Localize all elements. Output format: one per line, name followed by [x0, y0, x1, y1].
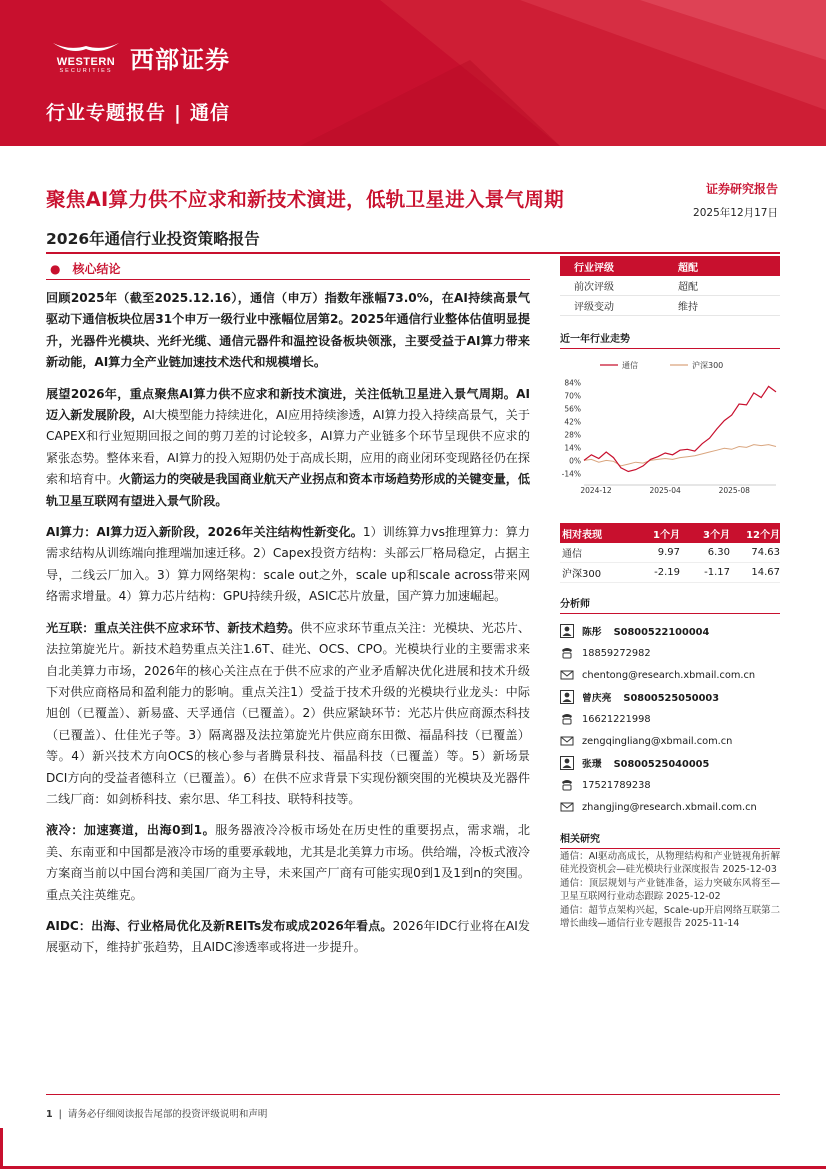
analyst-phone[interactable]: 17521789238	[582, 779, 651, 791]
analyst-email-row	[560, 730, 780, 752]
analyst-card	[560, 686, 780, 752]
report-category	[46, 98, 230, 125]
related-research-item[interactable]: 通信：超节点架构兴起，Scale-up开启网络互联第二增长曲线—通信行业专题报告 2025-11-14	[560, 905, 780, 929]
analyst-heading: 分析师	[560, 595, 780, 614]
sidebar-column	[560, 256, 780, 930]
email-icon	[560, 800, 574, 814]
y-tick-label: 14%	[564, 443, 581, 453]
rating-label: 前次评级	[574, 282, 614, 293]
paragraph-ai-compute-bold: AI算力：AI算力迈入新阶段，2026年关注结构性新变化。	[46, 525, 363, 540]
analyst-name	[582, 624, 709, 638]
analyst-name	[582, 756, 709, 770]
analyst-phone[interactable]: 18859272982	[582, 647, 651, 659]
phone-icon	[560, 712, 574, 726]
phone-icon	[560, 646, 574, 660]
paragraph-liquid-cooling-bold: 液冷：加速赛道，出海0到1。	[46, 823, 216, 838]
performance-value: 74.63	[751, 547, 780, 558]
performance-value: 9.97	[657, 547, 680, 558]
y-tick-label: 0%	[569, 456, 581, 466]
report-date: 2025年12月17日	[693, 207, 778, 219]
report-type-label: 行业专题报告	[46, 102, 167, 124]
trend-chart-svg	[560, 355, 780, 495]
performance-value: 14.67	[751, 567, 780, 578]
analyst-name	[582, 690, 719, 704]
report-subtitle: 2026年通信行业投资策略报告	[46, 230, 260, 248]
rating-label: 评级变动	[574, 302, 614, 313]
performance-header-1m: 1个月	[653, 529, 680, 541]
performance-header-12m: 12个月	[746, 529, 780, 541]
analyst-cert: S0800522100004	[613, 627, 710, 638]
summary-column	[46, 258, 530, 959]
performance-label: 沪深300	[562, 569, 602, 580]
paragraph-liquid-cooling-text: 服务器液冷冷板市场处在历史性的重要拐点，需求端，北美、东南亚和中国都是液冷市场的重要承载地，尤其是北美算力市场。供给端，冷板式液冷方案商当前以中国台湾和美国厂商为主导，未来国产厂商有可能实现0到1及1到n的突围。重点关注英维克。	[46, 823, 530, 902]
rating-value: 维持	[678, 302, 698, 313]
person-icon	[560, 756, 574, 770]
summary-heading	[46, 258, 530, 280]
analyst-email[interactable]: chentong@research.xbmail.com.cn	[582, 669, 756, 681]
report-type-separator: |	[174, 102, 182, 124]
performance-value: -2.19	[654, 567, 680, 578]
person-icon	[560, 624, 574, 638]
paragraph-optical-bold: 光互联：重点关注供不应求环节、新技术趋势。	[46, 620, 301, 635]
rating-header-label: 行业评级	[574, 262, 614, 274]
performance-label: 通信	[562, 549, 582, 560]
y-tick-label: -14%	[561, 469, 581, 479]
industry-label: 通信	[189, 102, 230, 124]
analyst-cert: S0800525050003	[623, 693, 720, 704]
page-number: 1	[46, 1109, 53, 1120]
bull-horn-icon	[51, 41, 121, 55]
analyst-name-row	[560, 686, 780, 708]
analyst-card	[560, 620, 780, 686]
paragraph-outlook	[46, 384, 530, 512]
chart-title: 近一年行业走势	[560, 330, 780, 349]
logo-text-cn: 西部证券	[130, 46, 230, 74]
performance-header-label: 相对表现	[562, 529, 602, 541]
analyst-email[interactable]: zhangjing@research.xbmail.com.cn	[582, 801, 757, 813]
performance-row	[560, 563, 780, 583]
y-tick-label: 56%	[564, 404, 581, 414]
performance-header	[560, 523, 780, 543]
title-divider	[46, 252, 780, 254]
analyst-email-row	[560, 796, 780, 818]
analyst-email-row	[560, 664, 780, 686]
paragraph-outlook-bold: 展望2026年，重点聚焦AI算力供不应求和新技术演进，关注低轨卫星进入景气周期。AI迈入新发展阶段，	[46, 386, 530, 423]
trend-chart	[560, 355, 780, 495]
series-line-hs300	[584, 445, 776, 466]
related-research-heading: 相关研究	[560, 830, 780, 849]
header-banner	[0, 0, 826, 146]
paragraph-aidc-bold: AIDC：出海、行业格局优化及新REITs发布或成2026年看点。	[46, 918, 393, 933]
rating-header	[560, 256, 780, 276]
paragraph-outlook-tail: 火箭运力的突破是我国商业航天产业拐点和资本市场趋势形成的关键变量，低轨卫星互联网有望进入景气阶段。	[46, 472, 530, 508]
paragraph-optical	[46, 618, 530, 811]
paragraph-ai-compute-text: 1）训练算力vs推理算力：算力需求结构从训练端向推理端加速迁移。2）Capex投资方结构：头部云厂格局稳定，占据主导，二线云厂加入。3）算力网络架构：scale out之外，scale up和scale across带来网络需求增量。4）算力芯片结构：GPU持续升级，ASIC芯片放量，国产算力加速崛起。	[46, 525, 530, 604]
performance-value: -1.17	[704, 567, 730, 578]
summary-heading-label: 核心结论	[72, 262, 121, 276]
rating-value: 超配	[678, 282, 698, 293]
analyst-name-row	[560, 620, 780, 642]
x-tick-label: 2025-08	[718, 486, 750, 495]
analyst-name-text: 曾庆亮	[582, 693, 612, 704]
rating-row	[560, 276, 780, 296]
email-icon	[560, 734, 574, 748]
phone-icon	[560, 778, 574, 792]
rating-header-value: 超配	[678, 262, 698, 274]
person-icon	[560, 690, 574, 704]
y-tick-label: 28%	[564, 430, 581, 440]
performance-header-3m: 3个月	[703, 529, 730, 541]
page-footer	[46, 1106, 267, 1120]
x-tick-label: 2025-04	[649, 486, 681, 495]
analyst-name-text: 张璟	[582, 759, 602, 770]
analyst-name-row	[560, 752, 780, 774]
series-line-telecom	[584, 386, 776, 471]
analyst-phone-row	[560, 708, 780, 730]
footer-divider	[46, 1094, 780, 1095]
logo-mark	[46, 41, 126, 74]
y-tick-label: 42%	[564, 417, 581, 427]
paragraph-outlook-text: AI大模型能力持续进化，AI应用持续渗透，AI算力投入持续高景气，关于CAPEX和行业短期回报之间的剪刀差的讨论较多，AI算力产业链多个环节呈现供不应求的紧张态势。整体来看，AI算力的投入短期仍处于高成长期，应用的商业闭环变现路径仍在探索和培育中。	[46, 408, 530, 487]
paragraph-ai-compute	[46, 522, 530, 608]
related-research-item[interactable]: 通信：顶层规划与产业链准备，运力突破东风将至—卫星互联网行业动态跟踪 2025-12-02	[560, 878, 780, 902]
paragraph-aidc	[46, 916, 530, 959]
paragraph-review-bold: 回顾2025年（截至2025.12.16），通信（申万）指数年涨幅73.0%，在AI持续高景气驱动下通信板块位居31个申万一级行业中涨幅位居第2。2025年通信行业整体估值明显提升，光器件光模块、光纤光缆、通信元器件和温控设备板块领涨，主要受益于AI算力带来新动能，AI算力全产业链加速技术迭代和规模增长。	[46, 291, 530, 370]
logo-text-en: WESTERN	[56, 56, 116, 68]
document-type: 证券研究报告	[705, 182, 778, 196]
analyst-phone[interactable]: 16621221998	[582, 713, 651, 725]
company-logo	[46, 40, 230, 75]
performance-value: 6.30	[707, 547, 730, 558]
related-research-item[interactable]: 通信：AI驱动高成长，从物理结构和产业链视角折解硅光投资机会—硅光模块行业深度报告 2025-12-03	[560, 851, 780, 875]
footer-disclaimer: 请务必仔细阅读报告尾部的投资评级说明和声明	[67, 1109, 268, 1120]
paragraph-review	[46, 288, 530, 374]
bullet-icon: ●	[50, 261, 61, 276]
rating-row	[560, 296, 780, 316]
analyst-cert: S0800525040005	[613, 759, 710, 770]
logo-text-en-sub: SECURITIES	[59, 68, 113, 74]
analyst-phone-row	[560, 642, 780, 664]
report-title: 聚焦AI算力供不应求和新技术演进，低轨卫星进入景气周期	[46, 188, 564, 211]
corner-accent-vertical	[0, 1128, 3, 1169]
y-tick-label: 84%	[564, 378, 581, 388]
analyst-phone-row	[560, 774, 780, 796]
y-tick-label: 70%	[564, 391, 581, 401]
x-tick-label: 2024-12	[580, 486, 612, 495]
analyst-email[interactable]: zengqingliang@xbmail.com.cn	[582, 735, 733, 747]
legend-label-telecom: 通信	[622, 361, 638, 370]
paragraph-optical-text: 供不应求环节重点关注：光模块、光芯片、法拉第旋光片。新技术趋势重点关注1.6T、硅光、OCS、CPO。光模块行业的主要需求来自北美算力市场，2026年的核心关注点在于供不应求的产业矛盾解决优化进展和技术升级下对供应商格局和盈利能力的影响。重点关注1）受益于技术升级的光模块行业龙头：中际旭创（已覆盖）、新易盛、天孚通信（已覆盖）。2）供应紧缺环节：光芯片供应商源杰科技（已覆盖）、仕佳光子等。3）隔离器及法拉第旋光片供应商东田微、福晶科技（已覆盖）等。4）新兴技术方向OCS的核心参与者腾景科技、福晶科技（已覆盖）等。5）新场景DCI方向的受益者德科立（已覆盖）。6）在供不应求背景下实现份额突围的光模块及光器件二线厂商：如剑桥科技、索尔思、华工科技、联特科技等。	[46, 620, 530, 806]
analyst-card	[560, 752, 780, 818]
performance-row	[560, 543, 780, 563]
analyst-name-text: 陈彤	[582, 627, 602, 638]
footer-separator: |	[58, 1109, 62, 1120]
paragraph-liquid-cooling	[46, 820, 530, 906]
paragraph-aidc-text: 2026年IDC行业将在AI发展驱动下，维持扩张趋势，且AIDC渗透率或将进一步提升。	[46, 918, 530, 955]
email-icon	[560, 668, 574, 682]
legend-label-hs300: 沪深300	[692, 361, 724, 370]
